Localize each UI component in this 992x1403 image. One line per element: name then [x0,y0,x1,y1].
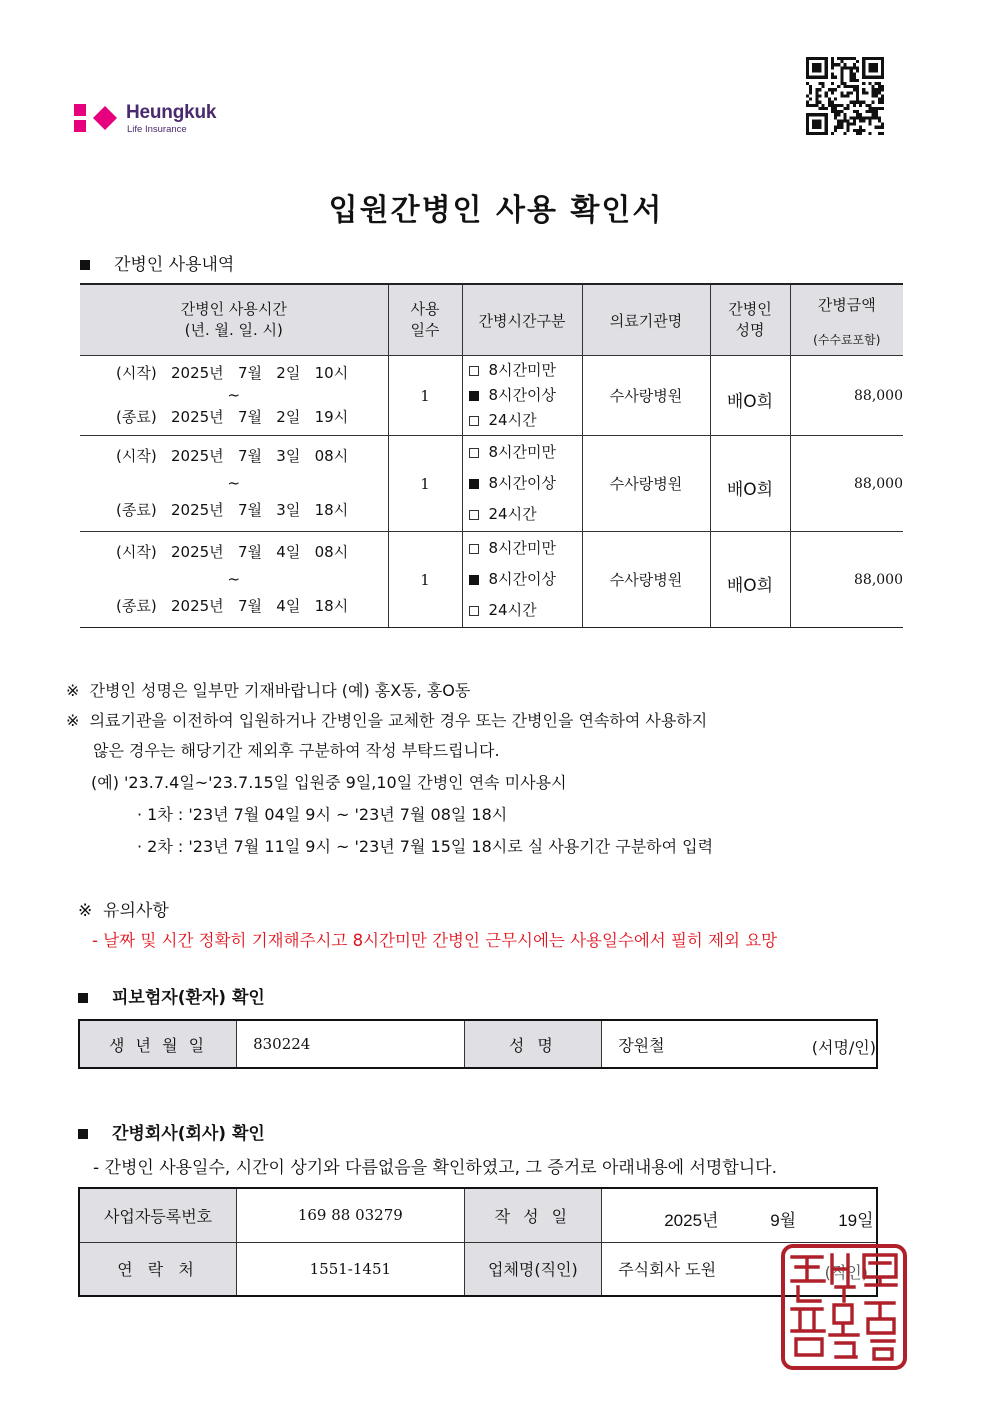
category-option-label: 8시간이상 [488,570,557,588]
caution-text: - 날짜 및 시간 정확히 기재해주시고 8시간미만 간병인 근무시에는 사용일수에서 필히 제외 요망 [92,931,778,950]
logo-name: Heungkuk [126,102,217,123]
category-option-label: 8시간이상 [488,474,557,492]
checkbox-icon [469,448,479,458]
checked-box-icon [469,575,479,585]
category-option [463,541,582,556]
header-amount: 간병금액 (수수료포함) [790,284,903,356]
contact-value: 1551-1451 [237,1242,464,1296]
company-section-title: 간병회사(회사) 확인 [78,1119,265,1144]
company-table [78,1187,878,1297]
birth-value: 830224 [237,1020,465,1068]
square-bullet-icon [78,993,88,1003]
sign-mark: (서명/인) [811,1038,876,1057]
category-option [463,507,582,522]
header-caregiver: 간병인 성명 [710,284,790,356]
usage-section-title: 간병인 사용내역 [80,250,234,275]
date-month: 9월 [770,1211,797,1230]
insured-table [78,1019,878,1069]
date-cell [602,1188,877,1242]
period-end: (종료) 2025년 7월 2일 19시 [116,408,349,426]
category-option-label: 8시간미만 [488,361,557,379]
usage-table [80,283,903,628]
header-category: 간병시간구분 [462,284,582,356]
usage-amount: 88,000 [790,436,903,532]
period-tilde: ~ [227,474,241,492]
checkbox-icon [469,510,479,520]
usage-caregiver: 배O희 [710,436,790,532]
qr-code [806,57,884,135]
company-statement: - 간병인 사용일수, 시간이 상기와 다름없음을 확인하였고, 그 증거로 아래내용에 서명합니다. [93,1158,777,1178]
header-period: 간병인 사용시간 (년. 월. 일. 시) [80,284,388,356]
period-start: (시작) 2025년 7월 2일 10시 [116,364,349,382]
note-example-2: · 2차 : '23년 7월 11일 9시 ~ '23년 7월 15일 18시로 실 사용기간 구분하여 입력 [137,837,714,856]
note-2: ※ 의료기관을 이전하여 입원하거나 간병인을 교체한 경우 또는 간병인을 연속하여 사용하지 [66,711,708,730]
usage-days: 1 [388,532,462,628]
note-1: ※ 간병인 성명은 일부만 기재바랍니다 (예) 홍X동, 홍O동 [66,681,471,700]
checked-box-icon [469,391,479,401]
usage-category [462,436,582,532]
period-tilde: ~ [227,570,241,588]
category-option [463,413,582,428]
usage-hospital: 수사랑병원 [582,356,710,436]
category-option [463,445,582,460]
date-label: 작 성 일 [464,1188,602,1242]
reg-value: 169 88 03279 [237,1188,464,1242]
period-tilde: ~ [227,386,241,404]
category-option [463,388,582,403]
checkbox-icon [469,416,479,426]
birth-label: 생 년 월 일 [79,1020,237,1068]
category-option-label: 24시간 [488,601,537,619]
usage-hospital: 수사랑병원 [582,532,710,628]
period-end: (종료) 2025년 7월 4일 18시 [116,597,349,615]
period-start: (시작) 2025년 7월 3일 08시 [116,447,349,465]
header-hospital: 의료기관명 [582,284,710,356]
usage-caregiver: 배O희 [710,356,790,436]
category-option-label: 24시간 [488,411,537,429]
usage-row [80,436,903,532]
usage-period [80,356,388,436]
usage-amount: 88,000 [790,356,903,436]
company-seal [780,1243,908,1371]
note-example-1: · 1차 : '23년 7월 04일 9시 ~ '23년 7월 08일 18시 [137,805,508,824]
usage-period [80,436,388,532]
usage-hospital: 수사랑병원 [582,436,710,532]
name-value: 장원철 [618,1035,665,1055]
date-year: 2025년 [664,1211,719,1230]
reg-label: 사업자등록번호 [79,1188,237,1242]
date-day: 19일 [838,1211,874,1230]
category-option-label: 24시간 [488,505,537,523]
category-option-label: 8시간이상 [488,386,557,404]
caution-title: ※ 유의사항 [78,901,169,921]
usage-row [80,532,903,628]
usage-category [462,356,582,436]
note-example: (예) '23.7.4일~'23.7.15일 입원중 9일,10일 간병인 연속 미사용시 [91,773,567,792]
square-bullet-icon [80,260,90,270]
insured-section-title: 피보험자(환자) 확인 [78,983,265,1008]
category-option [463,476,582,491]
logo-subtitle: Life Insurance [127,124,187,135]
checkbox-icon [469,544,479,554]
header-days: 사용 일수 [388,284,462,356]
name-cell [602,1020,877,1068]
category-option [463,572,582,587]
biz-value: 주식회사 도원 [618,1260,717,1280]
checkbox-icon [469,606,479,616]
stamp-mark: (직인) [824,1262,868,1282]
checkbox-icon [469,366,479,376]
category-option-label: 8시간미만 [488,443,557,461]
usage-days: 1 [388,436,462,532]
category-option-label: 8시간미만 [488,539,557,557]
biz-label: 업체명(직인) [464,1242,602,1296]
usage-row [80,356,903,436]
usage-category [462,532,582,628]
checked-box-icon [469,479,479,489]
category-option [463,363,582,378]
usage-period [80,532,388,628]
contact-label: 연 락 처 [79,1242,237,1296]
usage-caregiver: 배O희 [710,532,790,628]
note-2-cont: 않은 경우는 해당기간 제외후 구분하여 작성 부탁드립니다. [93,741,500,760]
name-label: 성 명 [464,1020,602,1068]
usage-days: 1 [388,356,462,436]
page-title: 입원간병인 사용 확인서 [328,193,664,228]
period-end: (종료) 2025년 7월 3일 18시 [116,501,349,519]
usage-amount: 88,000 [790,532,903,628]
period-start: (시작) 2025년 7월 4일 08시 [116,543,349,561]
category-option [463,603,582,618]
square-bullet-icon [78,1129,88,1139]
